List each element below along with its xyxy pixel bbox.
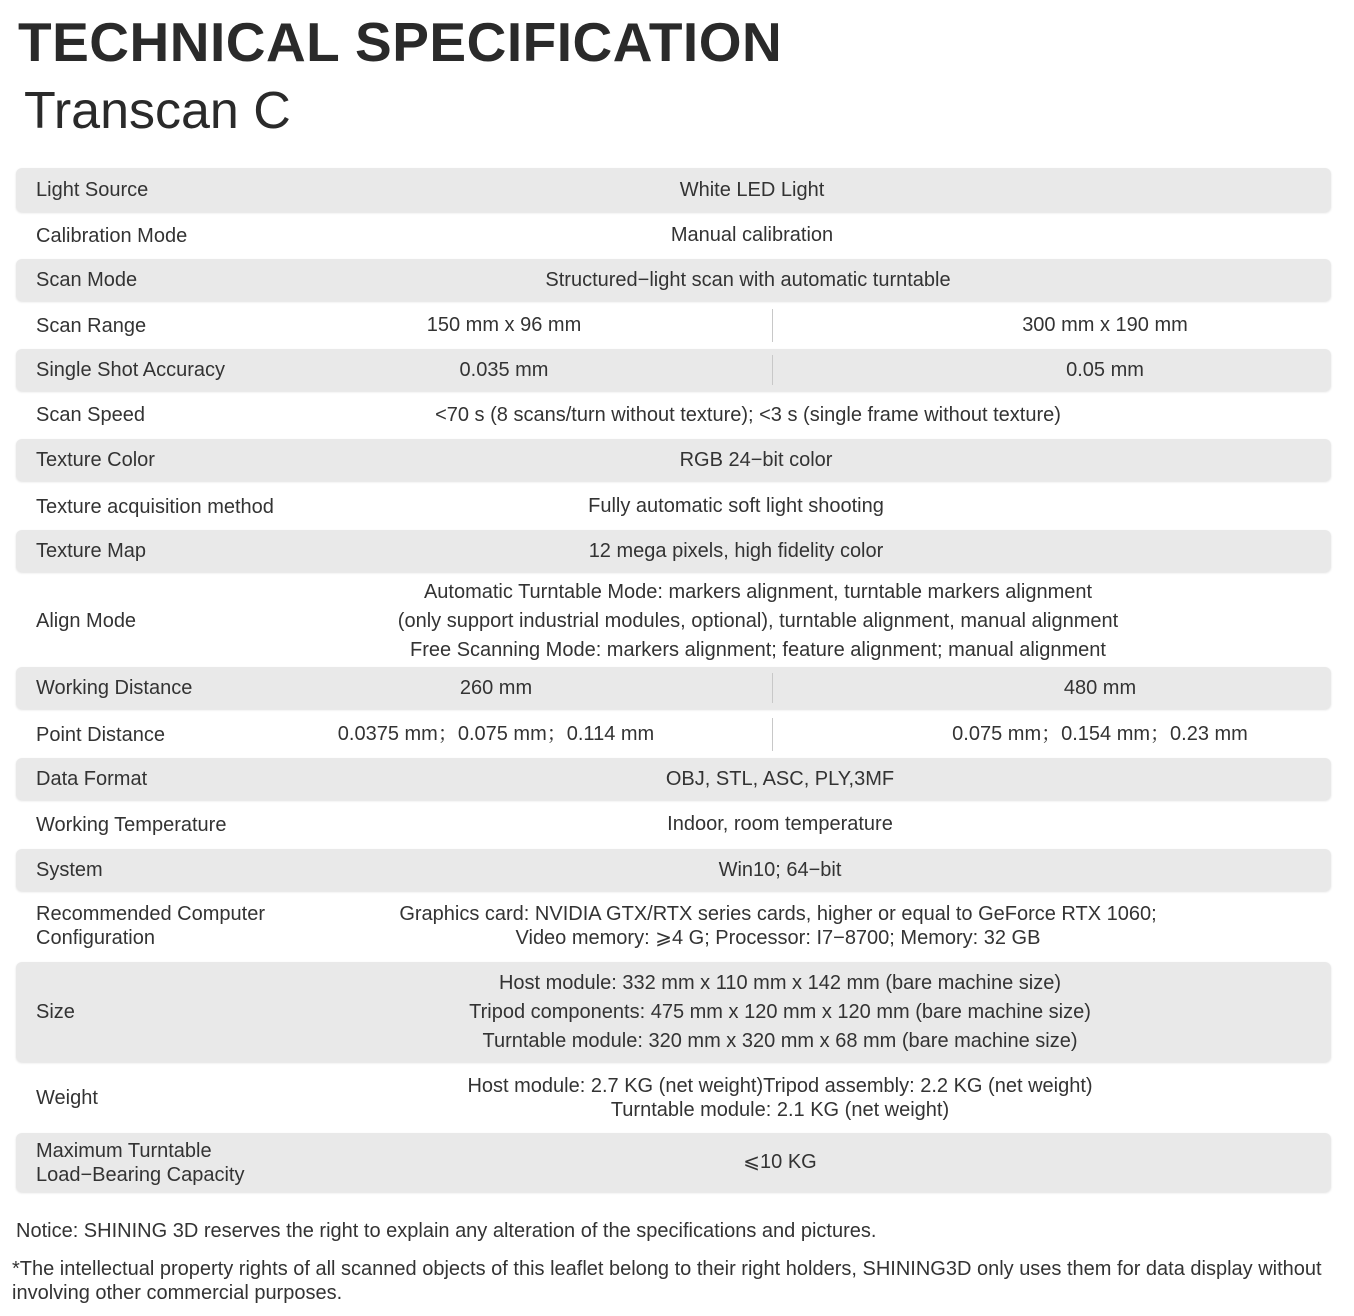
spec-row-texture-map bbox=[16, 530, 1331, 572]
spec-value bbox=[338, 575, 1178, 667]
spec-value: Manual calibration bbox=[670, 224, 834, 246]
spec-value: Structured−light scan with automatic turntable bbox=[545, 268, 951, 291]
config-line: Video memory: ⩾4 G; Processor: I7−8700; Memory: 32 GB bbox=[515, 927, 1041, 949]
weight-line: Host module: 2.7 KG (net weight)Tripod assembly: 2.2 KG (net weight) bbox=[467, 1075, 1093, 1097]
spec-label-line: Recommended Computer bbox=[36, 903, 265, 925]
spec-row-working-distance bbox=[16, 667, 1331, 709]
spec-value: OBJ, STL, ASC, PLY,3MF bbox=[665, 767, 895, 790]
spec-row-scan-mode bbox=[16, 259, 1331, 301]
spec-value-left: 0.0375 mm；0.075 mm；0.114 mm bbox=[337, 723, 655, 745]
size-line: Turntable module: 320 mm x 320 mm x 68 mm (bare machine size) bbox=[482, 1029, 1078, 1052]
align-mode-line: Automatic Turntable Mode: markers alignment, turntable markers alignment bbox=[423, 580, 1093, 603]
spec-label: Scan Mode bbox=[36, 269, 138, 291]
spec-value-right: 300 mm x 190 mm bbox=[1022, 314, 1188, 336]
spec-row-texture-acquisition bbox=[16, 484, 1331, 529]
spec-label: Weight bbox=[36, 1087, 98, 1109]
align-mode-line: (only support industrial modules, optional), turntable alignment, manual alignment bbox=[397, 609, 1119, 632]
ip-disclaimer: *The intellectual property rights of all scanned objects of this leaflet belong to their right holders, SHINING3D only uses them for data display without involving other commercial purposes. bbox=[12, 1258, 1322, 1304]
spec-label: Light Source bbox=[36, 179, 149, 201]
spec-value bbox=[348, 893, 1208, 959]
spec-label: System bbox=[36, 859, 103, 881]
spec-label: Scan Speed bbox=[36, 404, 145, 426]
config-line: Graphics card: NVIDIA GTX/RTX series cards, higher or equal to GeForce RTX 1060; bbox=[399, 903, 1157, 925]
spec-row-scan-speed bbox=[16, 393, 1331, 437]
spec-row-point-distance bbox=[16, 712, 1331, 757]
spec-row-working-temperature bbox=[16, 802, 1331, 847]
spec-row-scan-range bbox=[16, 303, 1331, 348]
spec-row-size bbox=[16, 962, 1331, 1062]
spec-value: <70 s (8 scans/turn without texture); <3 s (single frame without texture) bbox=[435, 403, 1061, 426]
spec-label-line: Maximum Turntable bbox=[36, 1139, 212, 1162]
spec-label-line: Load−Bearing Capacity bbox=[36, 1163, 245, 1186]
column-divider bbox=[772, 718, 773, 751]
size-line: Tripod components: 475 mm x 120 mm x 120 mm (bare machine size) bbox=[469, 1000, 1091, 1023]
column-divider bbox=[772, 309, 773, 342]
spec-value-right: 0.075 mm；0.154 mm；0.23 mm bbox=[952, 723, 1248, 745]
spec-label: Texture acquisition method bbox=[36, 495, 274, 518]
spec-label: Align Mode bbox=[36, 610, 137, 632]
spec-value bbox=[380, 1064, 1180, 1132]
spec-value: 12 mega pixels, high fidelity color bbox=[588, 539, 884, 562]
spec-value-right: 480 mm bbox=[1063, 676, 1137, 699]
spec-value: Win10; 64−bit bbox=[718, 858, 842, 881]
spec-row-texture-color bbox=[16, 439, 1331, 481]
spec-label: Size bbox=[36, 1001, 75, 1023]
spec-row-recommended-config bbox=[16, 893, 1331, 959]
spec-value-right: 0.05 mm bbox=[1066, 358, 1144, 381]
spec-label bbox=[36, 893, 336, 959]
spec-label-line: Configuration bbox=[36, 927, 155, 949]
spec-row-light-source bbox=[16, 168, 1331, 212]
spec-value bbox=[380, 962, 1180, 1062]
spec-value: RGB 24−bit color bbox=[679, 448, 833, 471]
column-divider bbox=[772, 355, 773, 385]
spec-label: Calibration Mode bbox=[36, 224, 188, 247]
spec-row-max-turntable-load bbox=[16, 1133, 1331, 1192]
weight-line: Turntable module: 2.1 KG (net weight) bbox=[610, 1099, 950, 1121]
spec-value-left: 150 mm x 96 mm bbox=[426, 314, 582, 336]
spec-label bbox=[36, 1133, 336, 1192]
spec-value: White LED Light bbox=[679, 178, 825, 201]
product-name: Transcan C bbox=[24, 82, 291, 140]
column-divider bbox=[772, 673, 773, 703]
align-mode-line: Free Scanning Mode: markers alignment; feature alignment; manual alignment bbox=[410, 638, 1106, 661]
spec-value: Fully automatic soft light shooting bbox=[588, 495, 884, 517]
spec-value: ⩽10 KG bbox=[743, 1151, 817, 1173]
spec-label: Point Distance bbox=[36, 723, 165, 746]
spec-label: Scan Range bbox=[36, 314, 147, 337]
page-title: TECHNICAL SPECIFICATION bbox=[18, 11, 783, 73]
spec-label: Single Shot Accuracy bbox=[36, 359, 225, 381]
notice-text: Notice: SHINING 3D reserves the right to explain any alteration of the specifications and pictures. bbox=[16, 1220, 877, 1242]
spec-row-align-mode bbox=[16, 575, 1331, 667]
spec-row-single-shot-accuracy bbox=[16, 349, 1331, 391]
spec-row-data-format bbox=[16, 758, 1331, 800]
spec-label: Working Distance bbox=[36, 677, 193, 699]
spec-label: Texture Map bbox=[36, 540, 147, 562]
spec-row-calibration-mode bbox=[16, 213, 1331, 258]
size-line: Host module: 332 mm x 110 mm x 142 mm (bare machine size) bbox=[498, 971, 1062, 994]
spec-value: Indoor, room temperature bbox=[667, 813, 893, 835]
spec-label: Data Format bbox=[36, 768, 148, 790]
spec-label: Working Temperature bbox=[36, 813, 227, 836]
spec-row-system bbox=[16, 849, 1331, 891]
spec-value-left: 260 mm bbox=[459, 676, 533, 699]
spec-label: Texture Color bbox=[36, 449, 155, 471]
spec-row-weight bbox=[16, 1064, 1331, 1132]
spec-value-left: 0.035 mm bbox=[459, 358, 549, 381]
